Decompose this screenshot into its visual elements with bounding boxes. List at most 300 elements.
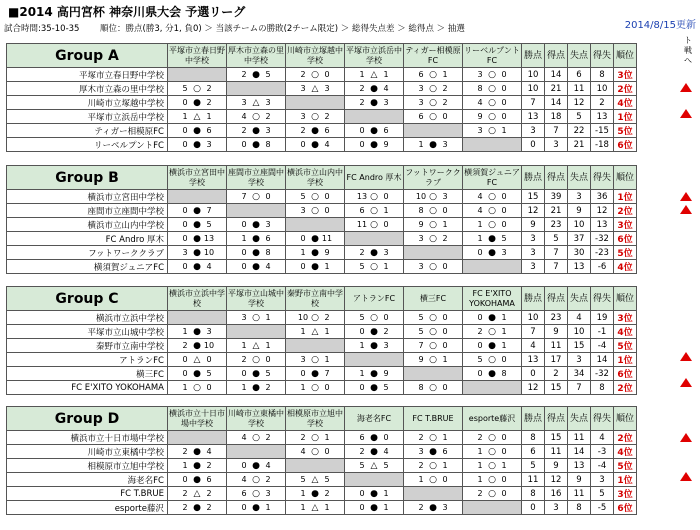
result-mark: ● — [252, 219, 260, 230]
points: 12 — [522, 381, 545, 395]
score-against: 5 — [206, 368, 212, 378]
advance-arrow-icon — [680, 109, 692, 118]
result-cell — [286, 138, 345, 152]
team-name: フットワーククラブ — [7, 246, 168, 260]
points: 0 — [522, 501, 545, 515]
score-for: 8 — [477, 83, 483, 93]
score-for: 0 — [477, 247, 483, 257]
result-mark: ● — [311, 247, 319, 258]
points: 8 — [522, 431, 545, 445]
team-name: FC Andro 厚木 — [7, 232, 168, 246]
score-for: 6 — [418, 111, 424, 121]
score-against: 8 — [265, 247, 271, 257]
score-for: 5 — [359, 261, 365, 271]
result-mark: ● — [252, 69, 260, 80]
rank: 5位 — [614, 459, 637, 473]
result-cell — [345, 431, 404, 445]
goal-diff: 8 — [591, 68, 614, 82]
score-against: 0 — [206, 382, 212, 392]
result-cell — [404, 246, 463, 260]
result-mark: ○ — [488, 97, 496, 108]
table-row — [7, 501, 637, 515]
result-cell — [345, 190, 404, 204]
points: 6 — [522, 445, 545, 459]
result-cell — [463, 325, 522, 339]
score-against: 0 — [442, 340, 448, 350]
score-for: 4 — [241, 111, 247, 121]
table-row — [7, 367, 637, 381]
score-for: 1 — [477, 219, 483, 229]
score-against: 1 — [442, 69, 448, 79]
result-cell — [227, 110, 286, 124]
table-row — [7, 487, 637, 501]
result-mark: △ — [193, 354, 201, 365]
header-row — [7, 287, 637, 311]
result-cell — [168, 68, 227, 82]
table-row — [7, 459, 637, 473]
result-cell — [404, 325, 463, 339]
score-for: 3 — [477, 69, 483, 79]
result-mark: ● — [370, 446, 378, 457]
score-for: 0 — [182, 474, 188, 484]
rank: 5位 — [614, 246, 637, 260]
score-against: 0 — [501, 191, 507, 201]
result-mark: ○ — [370, 191, 378, 202]
column-header: 横三FC — [404, 287, 463, 311]
score-for: 0 — [182, 368, 188, 378]
result-cell — [404, 501, 463, 515]
goals-for: 18 — [545, 110, 568, 124]
rank: 5位 — [614, 124, 637, 138]
result-mark: ○ — [488, 205, 496, 216]
score-for: 3 — [300, 83, 306, 93]
rank: 6位 — [614, 232, 637, 246]
goals-against: 11 — [568, 82, 591, 96]
result-mark: ○ — [429, 233, 437, 244]
result-cell — [404, 190, 463, 204]
score-against: 1 — [442, 354, 448, 364]
score-for: 1 — [300, 247, 306, 257]
score-for: 6 — [241, 488, 247, 498]
score-for: 0 — [477, 340, 483, 350]
result-cell — [463, 246, 522, 260]
result-mark: ○ — [370, 219, 378, 230]
score-against: 1 — [324, 432, 330, 442]
result-cell — [463, 138, 522, 152]
result-mark: ● — [488, 340, 496, 351]
table-row — [7, 232, 637, 246]
score-against: 1 — [324, 261, 330, 271]
result-mark: ● — [370, 139, 378, 150]
points: 10 — [522, 311, 545, 325]
stat-header: 得点 — [545, 44, 568, 68]
result-cell — [168, 246, 227, 260]
score-against: 0 — [501, 219, 507, 229]
table-row — [7, 353, 637, 367]
score-against: 5 — [265, 368, 271, 378]
group-0 — [6, 43, 637, 152]
table-row — [7, 124, 637, 138]
column-header: 座間市立座間中学校 — [227, 166, 286, 190]
result-mark: ● — [488, 247, 496, 258]
goals-against: 11 — [568, 431, 591, 445]
result-mark: ● — [488, 233, 496, 244]
group-1 — [6, 165, 637, 274]
side-note: ト戦へ — [684, 36, 692, 65]
score-for: 2 — [477, 326, 483, 336]
score-against: 0 — [383, 432, 389, 442]
result-cell — [463, 445, 522, 459]
result-cell — [168, 367, 227, 381]
result-cell — [168, 339, 227, 353]
result-cell — [227, 431, 286, 445]
team-name: 横須賀ジュニアFC — [7, 260, 168, 274]
score-against: 0 — [324, 205, 330, 215]
score-for: 2 — [359, 446, 365, 456]
result-mark: ○ — [311, 205, 319, 216]
rank: 6位 — [614, 138, 637, 152]
score-against: 3 — [442, 502, 448, 512]
score-against: 4 — [265, 261, 271, 271]
result-mark: ○ — [429, 382, 437, 393]
result-cell — [286, 246, 345, 260]
score-against: 1 — [206, 111, 212, 121]
advance-arrow-icon — [680, 352, 692, 361]
result-cell — [227, 260, 286, 274]
score-against: 0 — [442, 312, 448, 322]
rank: 2位 — [614, 431, 637, 445]
score-against: 0 — [501, 432, 507, 442]
team-name: 平塚市立春日野中学校 — [7, 68, 168, 82]
goals-against: 22 — [568, 124, 591, 138]
result-cell — [404, 232, 463, 246]
result-mark: ● — [193, 261, 201, 272]
result-cell — [345, 311, 404, 325]
goals-against: 14 — [568, 445, 591, 459]
result-cell — [345, 339, 404, 353]
score-for: 0 — [182, 261, 188, 271]
score-against: 5 — [206, 219, 212, 229]
result-cell — [463, 431, 522, 445]
table-row — [7, 110, 637, 124]
result-cell — [168, 218, 227, 232]
result-mark: ○ — [488, 354, 496, 365]
goal-diff: 4 — [591, 431, 614, 445]
column-header: 平塚市立浜岳中学校 — [345, 44, 404, 68]
result-mark: △ — [193, 111, 201, 122]
result-mark: ● — [488, 312, 496, 323]
result-mark: ● — [193, 502, 201, 513]
score-for: 0 — [241, 139, 247, 149]
rank: 2位 — [614, 82, 637, 96]
result-mark: ● — [193, 139, 201, 150]
column-header: 川崎市立塚越中学校 — [286, 44, 345, 68]
column-header: 平塚市立春日野中学校 — [168, 44, 227, 68]
goals-for: 39 — [545, 190, 568, 204]
result-mark: ○ — [252, 312, 260, 323]
goals-against: 8 — [568, 501, 591, 515]
result-cell — [227, 124, 286, 138]
score-against: 1 — [383, 261, 389, 271]
result-mark: ○ — [311, 446, 319, 457]
score-against: 0 — [442, 326, 448, 336]
rule-line — [4, 22, 465, 34]
goal-diff: 3 — [591, 473, 614, 487]
score-for: 2 — [300, 432, 306, 442]
advance-arrow-icon — [680, 472, 692, 481]
group-table — [6, 165, 637, 274]
score-for: 0 — [300, 261, 306, 271]
score-against: 4 — [324, 139, 330, 149]
score-for: 0 — [477, 368, 483, 378]
result-mark: ● — [311, 368, 319, 379]
score-against: 2 — [442, 97, 448, 107]
rank: 6位 — [614, 367, 637, 381]
result-mark: ○ — [488, 446, 496, 457]
score-for: 1 — [241, 382, 247, 392]
score-for: 0 — [359, 326, 365, 336]
result-cell — [286, 311, 345, 325]
score-for: 1 — [182, 326, 188, 336]
score-for: 0 — [182, 219, 188, 229]
result-mark: △ — [193, 488, 201, 499]
result-mark: ● — [370, 83, 378, 94]
match-time: 試合時間:35-10-35 — [4, 24, 80, 34]
group-table — [6, 406, 637, 515]
score-for: 0 — [182, 125, 188, 135]
result-cell — [227, 246, 286, 260]
points: 11 — [522, 473, 545, 487]
score-for: 0 — [241, 261, 247, 271]
goals-against: 5 — [568, 110, 591, 124]
result-cell — [168, 501, 227, 515]
score-for: 0 — [241, 219, 247, 229]
team-name: 川崎市立東橘中学校 — [7, 445, 168, 459]
points: 9 — [522, 218, 545, 232]
result-cell — [227, 218, 286, 232]
goal-diff: 36 — [591, 190, 614, 204]
stat-header: 順位 — [614, 44, 637, 68]
group-name: Group D — [7, 407, 168, 431]
result-mark: ● — [193, 340, 201, 351]
score-against: 10 — [203, 247, 215, 257]
score-against: 0 — [383, 219, 389, 229]
goals-against: 15 — [568, 339, 591, 353]
score-for: 1 — [300, 502, 306, 512]
score-for: 1 — [418, 139, 424, 149]
score-for: 3 — [418, 446, 424, 456]
score-against: 2 — [383, 326, 389, 336]
result-cell — [168, 431, 227, 445]
result-mark: ○ — [429, 432, 437, 443]
score-for: 0 — [182, 233, 188, 243]
result-mark: △ — [252, 340, 260, 351]
column-header: 海老名FC — [345, 407, 404, 431]
score-for: 2 — [182, 488, 188, 498]
team-name: 平塚市立山城中学校 — [7, 325, 168, 339]
stat-header: 勝点 — [522, 44, 545, 68]
result-cell — [286, 260, 345, 274]
result-mark: ● — [252, 502, 260, 513]
stat-header: 勝点 — [522, 166, 545, 190]
rank: 3位 — [614, 68, 637, 82]
score-against: 1 — [265, 312, 271, 322]
points: 13 — [522, 353, 545, 367]
points: 7 — [522, 325, 545, 339]
goal-diff: -23 — [591, 246, 614, 260]
team-name: アトランFC — [7, 353, 168, 367]
score-against: 0 — [265, 354, 271, 364]
result-mark: ○ — [488, 460, 496, 471]
goals-against: 13 — [568, 260, 591, 274]
result-cell — [345, 459, 404, 473]
table-row — [7, 204, 637, 218]
column-header: 横浜市立山内中学校 — [286, 166, 345, 190]
result-mark: △ — [252, 97, 260, 108]
score-against: 5 — [383, 460, 389, 470]
points: 10 — [522, 68, 545, 82]
rank: 1位 — [614, 110, 637, 124]
result-cell — [345, 260, 404, 274]
result-cell — [227, 501, 286, 515]
result-mark: ○ — [311, 191, 319, 202]
score-for: 3 — [182, 247, 188, 257]
rank: 6位 — [614, 501, 637, 515]
column-header: 平塚市立山城中学校 — [227, 287, 286, 311]
score-against: 3 — [206, 326, 212, 336]
column-header: FC E'XITO YOKOHAMA — [463, 287, 522, 311]
score-against: 1 — [442, 219, 448, 229]
score-for: 13 — [356, 191, 368, 201]
result-mark: ● — [252, 139, 260, 150]
result-mark: ● — [370, 502, 378, 513]
score-for: 0 — [241, 460, 247, 470]
goal-diff: 5 — [591, 487, 614, 501]
table-row — [7, 218, 637, 232]
result-cell — [404, 138, 463, 152]
result-cell — [463, 311, 522, 325]
result-cell — [286, 501, 345, 515]
score-for: 4 — [477, 205, 483, 215]
result-cell — [463, 473, 522, 487]
score-for: 0 — [359, 125, 365, 135]
score-against: 3 — [265, 219, 271, 229]
result-mark: ● — [429, 502, 437, 513]
group-name: Group A — [7, 44, 168, 68]
goals-against: 10 — [568, 218, 591, 232]
result-cell — [168, 487, 227, 501]
stat-header: 順位 — [614, 287, 637, 311]
result-cell — [463, 68, 522, 82]
stat-header: 得点 — [545, 407, 568, 431]
score-for: 0 — [300, 233, 306, 243]
result-mark: ○ — [488, 125, 496, 136]
score-for: 0 — [182, 97, 188, 107]
result-cell — [286, 325, 345, 339]
score-for: 0 — [359, 382, 365, 392]
score-for: 2 — [241, 354, 247, 364]
score-against: 5 — [383, 382, 389, 392]
goals-against: 37 — [568, 232, 591, 246]
result-cell — [345, 68, 404, 82]
score-for: 1 — [241, 233, 247, 243]
result-cell — [345, 218, 404, 232]
score-against: 1 — [383, 488, 389, 498]
result-cell — [404, 487, 463, 501]
stat-header: 得失 — [591, 166, 614, 190]
result-cell — [286, 124, 345, 138]
points: 10 — [522, 82, 545, 96]
stat-header: 失点 — [568, 44, 591, 68]
result-cell — [463, 353, 522, 367]
result-mark: ○ — [252, 191, 260, 202]
score-against: 1 — [383, 69, 389, 79]
goal-diff: -6 — [591, 260, 614, 274]
group-name: Group C — [7, 287, 168, 311]
result-mark: ● — [193, 326, 201, 337]
result-cell — [286, 445, 345, 459]
result-cell — [168, 325, 227, 339]
team-name: 川崎市立塚越中学校 — [7, 96, 168, 110]
result-mark: ● — [370, 432, 378, 443]
goals-against: 10 — [568, 325, 591, 339]
result-mark: ○ — [429, 340, 437, 351]
result-cell — [463, 232, 522, 246]
result-mark: ○ — [429, 205, 437, 216]
score-for: 9 — [477, 111, 483, 121]
stat-header: 失点 — [568, 407, 591, 431]
result-cell — [286, 487, 345, 501]
stat-header: 得失 — [591, 407, 614, 431]
goal-diff: 8 — [591, 381, 614, 395]
score-against: 1 — [501, 460, 507, 470]
rank: 1位 — [614, 353, 637, 367]
column-header: 横浜市立浜中学校 — [168, 287, 227, 311]
result-cell — [227, 445, 286, 459]
stat-header: 得失 — [591, 287, 614, 311]
score-against: 2 — [265, 111, 271, 121]
score-for: 2 — [241, 125, 247, 135]
score-for: 5 — [300, 191, 306, 201]
stat-header: 失点 — [568, 287, 591, 311]
result-mark: ○ — [488, 432, 496, 443]
rank: 4位 — [614, 325, 637, 339]
result-cell — [345, 246, 404, 260]
result-cell — [463, 96, 522, 110]
score-for: 0 — [241, 247, 247, 257]
result-mark: △ — [311, 83, 319, 94]
result-cell — [404, 124, 463, 138]
score-for: 2 — [182, 502, 188, 512]
score-against: 6 — [324, 125, 330, 135]
team-name: 横浜市立十日市場中学校 — [7, 431, 168, 445]
result-mark: ○ — [311, 69, 319, 80]
score-for: 0 — [241, 368, 247, 378]
score-against: 0 — [501, 111, 507, 121]
result-mark: ● — [193, 205, 201, 216]
result-cell — [227, 311, 286, 325]
goal-diff: -15 — [591, 124, 614, 138]
result-mark: ● — [311, 233, 319, 244]
result-mark: ● — [370, 340, 378, 351]
points: 12 — [522, 204, 545, 218]
column-header: FC T.BRUE — [404, 407, 463, 431]
result-cell — [345, 204, 404, 218]
score-against: 2 — [265, 382, 271, 392]
score-for: 4 — [241, 474, 247, 484]
result-cell — [286, 232, 345, 246]
result-mark: ● — [252, 261, 260, 272]
